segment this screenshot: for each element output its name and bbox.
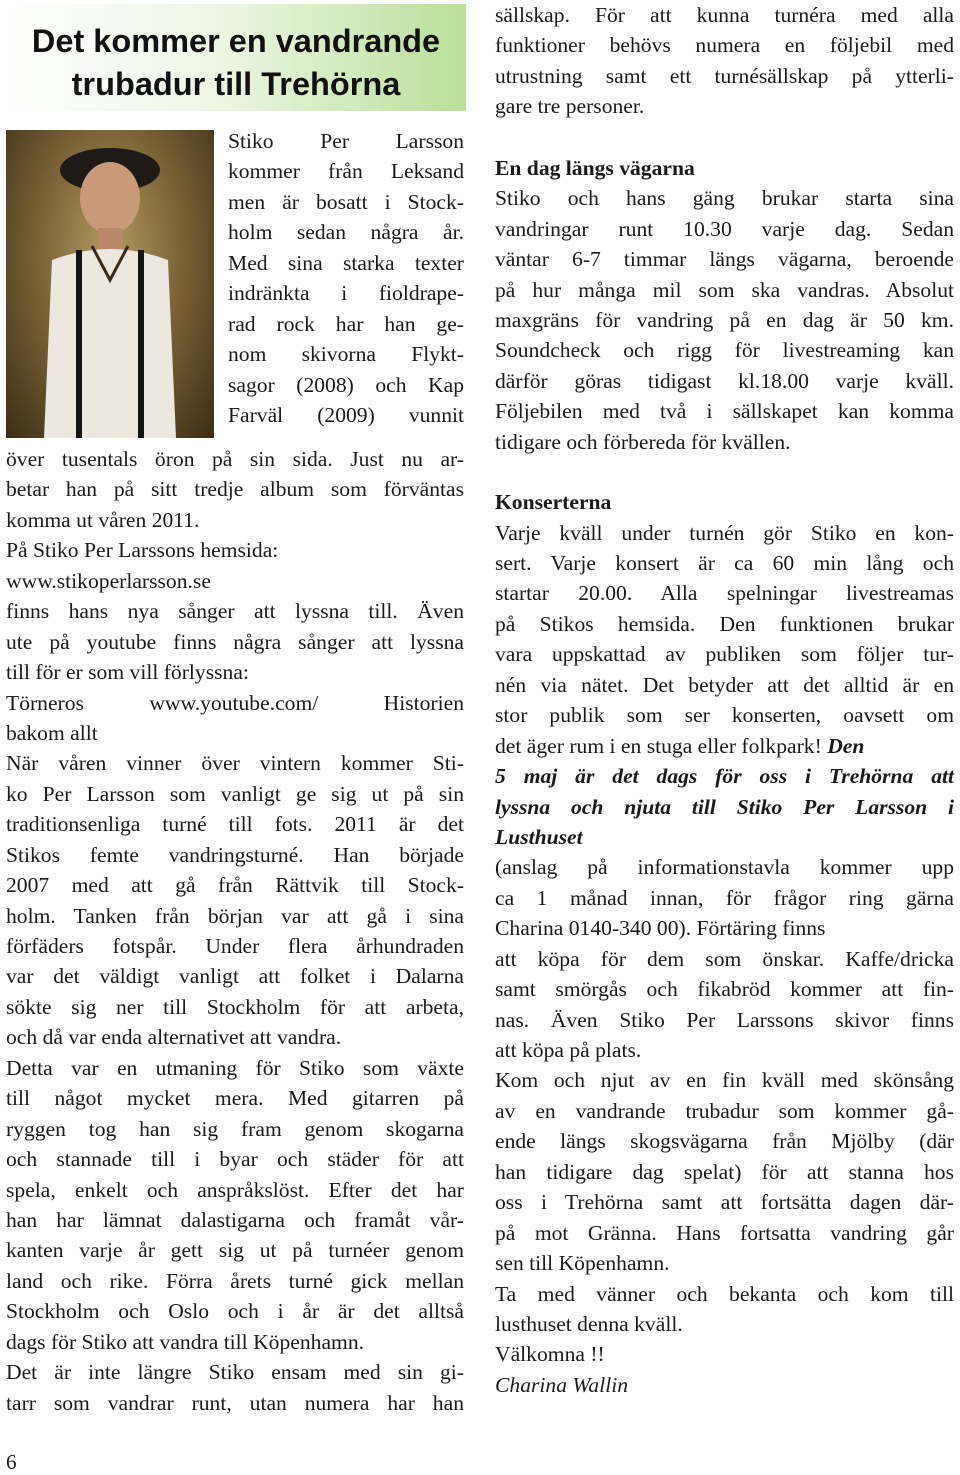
text-line: Kom och njut av en fin kväll med skönsång (495, 1068, 954, 1093)
text-line: bakom allt (6, 720, 98, 745)
text-line: spela, enkelt och anspråkslöst. Efter det har (6, 1177, 464, 1202)
text-line: vara uppskattad av publiken som följer tur- (495, 642, 954, 667)
text-line: nén via nätet. Det betyder att det alltid är en (495, 672, 954, 697)
text-line: Ta med vänner och bekanta och kom till (495, 1281, 954, 1306)
text-line: På Stiko Per Larssons hemsida: (6, 538, 279, 563)
text-line: över tusentals öron på sin sida. Just nu ar- (6, 447, 464, 471)
text-line: på Stikos hemsida. Den funktionen brukar (495, 611, 954, 636)
page-number: 6 (6, 1450, 17, 1474)
text-line: sällskap. För att kunna turnéra med alla (495, 3, 954, 27)
text-line: Stikos femte vandringsturné. Han började (6, 842, 464, 867)
text-line: han har lämnat dalastigarna och framåt vår- (6, 1207, 464, 1232)
article-title (6, 20, 466, 106)
text-line: att köpa på plats. (495, 1038, 642, 1062)
text-fragment: det äger rum i en stuga eller folkpark! (495, 733, 828, 758)
text-line: Stockholm och Oslo och i år är det alltså (6, 1299, 464, 1324)
text-line: ende längs skogsvägarna från Mjölby (där (495, 1129, 954, 1154)
text-line: vandringar runt 10.30 varje dag. Sedan (495, 216, 954, 241)
highlight-text: Den (827, 733, 865, 758)
text-line: 2007 med att gå från Rättvik till Stock- (6, 873, 464, 898)
highlight-text: 5 maj är det dags för oss i Trehörna att (495, 764, 954, 789)
section-heading: Konserterna (495, 490, 612, 515)
text-line: nom skivorna Flykt- (228, 342, 464, 367)
text-line: Detta var en utmaning för Stiko som växte (6, 1055, 464, 1080)
text-line: ca 1 månad innan, för frågor ring gärna (495, 885, 954, 910)
text-line: samt smörgås och fikabröd kommer att fin- (495, 977, 954, 1002)
text-line: startar 20.00. Alla spelningar livestreamas (495, 581, 954, 606)
text-line: Soundcheck och rigg för livestreaming kan (495, 338, 954, 363)
text-line: oss i Trehörna samt att fortsätta dagen där- (495, 1190, 954, 1215)
text-line: finns hans nya sånger att lyssna till. Även (6, 599, 464, 624)
text-line: betar han på sitt tredje album som förväntas (6, 477, 464, 502)
text-line: tidigare och förbereda för kvällen. (495, 429, 791, 454)
text-line: Välkomna !! (495, 1342, 605, 1367)
text-line: funktioner behövs numera en följebil med (495, 33, 954, 58)
left-column (6, 126, 464, 1418)
text-line: holm sedan några år. (228, 220, 464, 245)
body-text (6, 444, 464, 1418)
text-line: att köpa för dem som önskar. Kaffe/dricka (495, 946, 954, 971)
text-line: rad rock har han ge- (228, 311, 464, 336)
text-line: sökte sig ner till Stockholm för att arbeta, (6, 994, 464, 1019)
text-line: (anslag på informationstavla kommer upp (495, 855, 954, 880)
text-line: Stiko och hans gäng brukar starta sina (495, 186, 954, 211)
text-line: sagor (2008) och Kap (228, 372, 464, 397)
text-line: på hur många mil som ska vandras. Absolut (495, 277, 954, 302)
text-line: Charina 0140-340 00). Förtäring finns (495, 916, 826, 941)
text-line: dags för Stiko att vandra till Köpenhamn. (6, 1329, 365, 1354)
text-line: traditionsenliga turné till fots. 2011 är det (6, 812, 464, 837)
text-line: gare tre personer. (495, 94, 645, 119)
signature: Charina Wallin (495, 1372, 628, 1397)
text-line: till för er som vill förlyssna: (6, 660, 249, 685)
text-line: land och rike. Förra årets turné gick mellan (6, 1268, 464, 1293)
text-line: lusthuset denna kväll. (495, 1311, 683, 1336)
highlight-text: Lusthuset (495, 824, 583, 849)
text-line: nas. Även Stiko Per Larssons skivor finns (495, 1007, 954, 1032)
section-concerts (495, 487, 954, 1400)
text-line: komma ut våren 2011. (6, 507, 200, 532)
text-line: av en vandrande trubadur som kommer gå- (495, 1098, 954, 1123)
text-line: Stiko Per Larsson (228, 129, 464, 153)
intro-text (495, 0, 954, 122)
portrait-photo (6, 130, 214, 438)
text-line: väntar 6-7 timmar längs vägarna, beroende (495, 247, 954, 272)
title-line-1: Det kommer en vandrande (31, 23, 441, 59)
text-line (495, 731, 954, 761)
website-link[interactable]: www.stikoperlarsson.se (6, 568, 211, 593)
youtube-link[interactable]: Törneros www.youtube.com/ Historien (6, 690, 464, 715)
right-column (495, 0, 954, 1400)
text-line: stor publik som ser konserten, oavsett om (495, 703, 954, 728)
text-line: tarr som vandrar runt, utan numera har han (6, 1390, 464, 1415)
title-banner (4, 4, 466, 111)
text-line: ute på youtube finns några sånger att lyssna (6, 629, 464, 654)
text-line: utrustning samt ett turnésällskap på ytterli- (495, 63, 954, 88)
text-line: När våren vinner över vintern kommer Sti- (6, 751, 464, 776)
text-line: Följebilen med två i sällskapet kan komma (495, 399, 954, 424)
text-line: till något mycket mera. Med gitarren på (6, 1086, 464, 1111)
text-line: Farväl (2009) vunnit (228, 402, 464, 427)
text-line: ryggen tog han sig fram genom skogarna (6, 1116, 464, 1141)
text-line: och stannade till i byar och städer för att (6, 1147, 464, 1172)
text-line: sen till Köpenhamn. (495, 1251, 670, 1276)
section-day-on-the-road (495, 153, 954, 457)
title-line-2: trubadur till Trehörna (71, 66, 401, 102)
text-line: på mot Gränna. Hans fortsatta vandring går (495, 1220, 954, 1245)
text-line: men är bosatt i Stock- (228, 189, 464, 214)
text-line: holm. Tanken från början var att gå i sina (6, 903, 464, 928)
text-line: kanten varje år gett sig ut på turnéer genom (6, 1238, 464, 1263)
text-line: förfäders fotspår. Under flera århundraden (6, 934, 464, 958)
text-line: var det väldigt vanligt att folket i Dalarna (6, 964, 464, 989)
text-line: därför göras tidigast kl.18.00 varje kväll. (495, 368, 954, 393)
section-heading: En dag längs vägarna (495, 155, 695, 180)
text-line: ko Per Larsson som vanligt ge sig ut på sin (6, 781, 464, 806)
text-line: han tidigare dag spelat) för att stanna hos (495, 1159, 954, 1184)
text-line: indränkta i fioldrape- (228, 281, 464, 306)
text-line: maxgräns för vandring på en dag är 50 km. (495, 307, 954, 332)
text-line: Det är inte längre Stiko ensam med sin gi- (6, 1360, 464, 1385)
text-line: Med sina starka texter (228, 250, 464, 275)
portrait-photo-icon (6, 130, 214, 438)
text-line: sert. Varje konsert är ca 60 min lång och (495, 551, 954, 575)
text-line: kommer från Leksand (228, 159, 464, 184)
text-line: och då var enda alternativet att vandra. (6, 1025, 342, 1050)
highlight-text: lyssna och njuta till Stiko Per Larsson i (495, 794, 954, 819)
text-line: Varje kväll under turnén gör Stiko en kon- (495, 520, 954, 545)
